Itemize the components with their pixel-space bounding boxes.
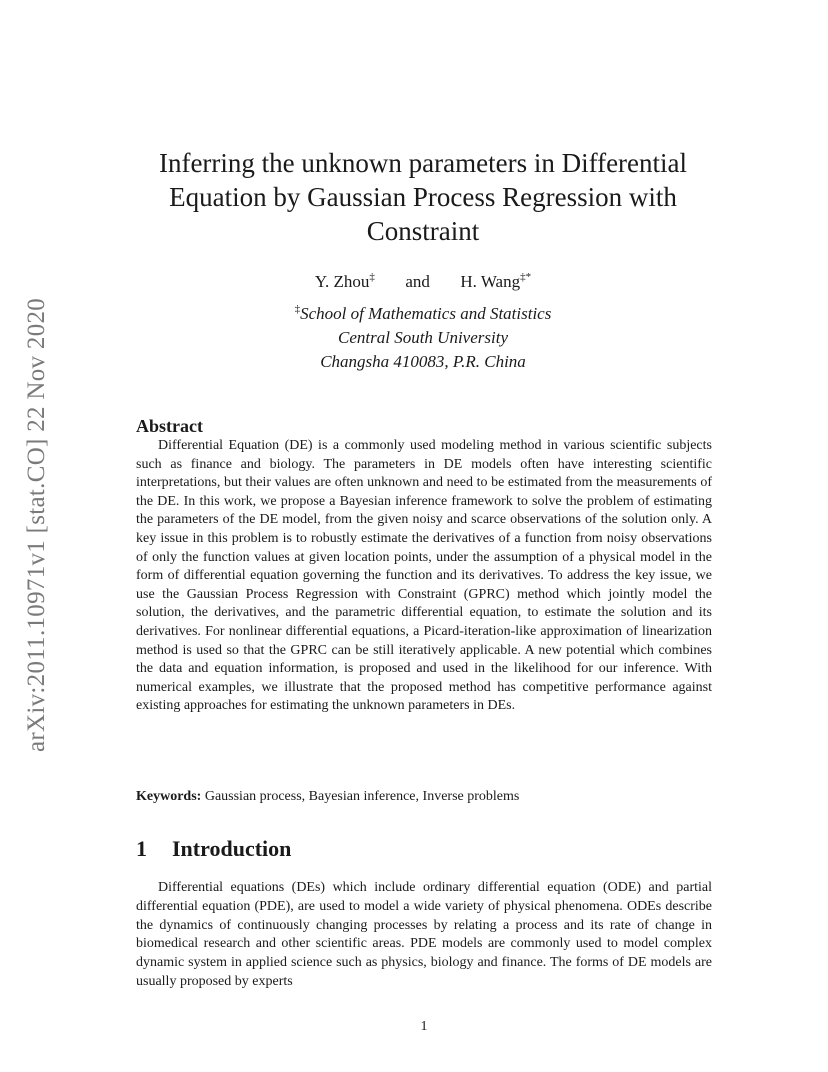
paper-title: Inferring the unknown parameters in Differential Equation by Gaussian Process Regression with Constraint [158,148,688,246]
arxiv-identifier-stamp: arXiv:2011.10971v1 [stat.CO] 22 Nov 2020 [23,297,50,753]
page-number: 1 [420,1019,428,1034]
keywords-line [136,787,712,807]
keywords-label: Keywords: [136,789,202,804]
affiliation-city: Changsha 410083, P.R. China [320,352,526,371]
affiliation-school [120,302,726,326]
affiliation-university: Central South University [338,328,508,347]
abstract-heading: Abstract [136,416,203,436]
affiliation-block [120,302,726,374]
section-heading-introduction [136,835,291,863]
keywords-list: Gaussian process, Bayesian inference, Inverse problems [204,789,520,804]
abstract-text: Differential Equation (DE) is a commonly used modeling method in various scientific subjects such as finance and biology. The parameters in DE models often have interesting scientific interpretations, but their values are often unknown and need to be estimated from the measurements of the DE. In this work, we propose a Bayesian inference framework to solve the problem of estimating the parameters of the DE model, from the given noisy and scarce observations of the solution only. A key issue in this problem is to robustly estimate the derivatives of a function from noisy observations of only the function values at given location points, under the assumption of a physical model in the form of differential equation governing the function and its derivatives. To address the key issue, we use the Gaussian Process Regression with Constraint (GPRC) method which jointly model the solution, the derivatives, and the parametric differential equation, to estimate the solution and its derivatives. For nonlinear differential equations, a Picard-iteration-like approximation of linearization method is used so that the GPRC can be still iteratively applicable. A new potential which combines the data and equation information, is proposed and used in the likelihood for our inference. With numerical examples, we illustrate that the proposed method has competitive performance against existing approaches for estimating the unknown parameters in DEs. [136,438,712,714]
introduction-paragraph: Differential equations (DEs) which include ordinary differential equation (ODE) and partial differential equation (PDE), are used to model a wide variety of physical phenomena. ODEs describe the dynamics of continuously changing processes by relating a process and its rate of change in biomedical research and other scientific areas. PDE models are commonly used to model complex dynamic system in applied science such as physics, biology and finance. The forms of DE models are usually proposed by experts [136,880,712,989]
author-conjunction: and [405,272,430,291]
section-number: 1 [136,836,147,861]
affiliation-mark: ‡ [369,271,375,283]
school-name: School of Mathematics and Statistics [300,304,552,323]
corresponding-author-mark: ‡* [520,271,532,283]
author-name: Y. Zhou [314,272,370,291]
author-line [120,270,726,294]
author-name: H. Wang [460,272,521,291]
section-title: Introduction [172,836,292,861]
affiliation-mark: ‡ [294,303,301,315]
